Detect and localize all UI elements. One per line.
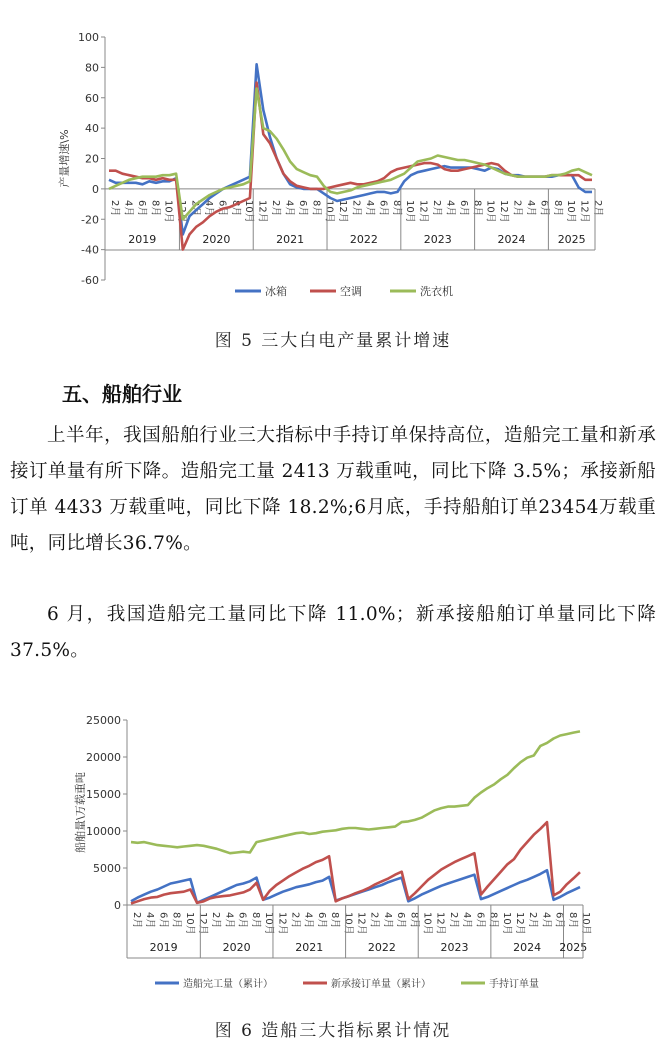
x-tick-label: 10月 [342, 912, 354, 935]
figure-5 [0, 0, 666, 315]
legend-label: 手持订单量 [489, 979, 539, 990]
figure-5-caption: 图 5 三大白电产量累计增速 [214, 331, 452, 351]
x-tick-label: 12月 [276, 912, 288, 935]
x-tick-label: 10月 [183, 912, 195, 935]
x-tick-label: 2月 [210, 912, 222, 929]
x-tick-label: 6月 [216, 200, 228, 217]
x-tick-label: 2月 [131, 912, 142, 929]
y-tick-label: 100 [78, 31, 99, 44]
x-tick-label: 2月 [368, 912, 380, 929]
x-tick-label: 6月 [377, 200, 389, 217]
x-tick-label: 10月 [484, 200, 496, 223]
series-line-1 [131, 870, 580, 903]
x-tick-label: 2月 [431, 200, 442, 217]
x-tick-label: 10月 [263, 912, 275, 935]
x-tick-label: 6月 [538, 200, 550, 217]
x-tick-label: 2月 [109, 200, 120, 217]
x-tick-label: 12月 [337, 200, 349, 223]
year-label: 2022 [367, 941, 396, 954]
x-tick-label: 6月 [315, 912, 327, 929]
year-label: 2025 [557, 233, 586, 246]
x-tick-label: 10月 [243, 200, 255, 223]
figure-6-chart [0, 700, 666, 1005]
y-tick-label: 20 [85, 152, 99, 166]
x-tick-label: 8月 [408, 912, 420, 929]
x-tick-label: 8月 [566, 912, 578, 929]
x-tick-label: 12月 [434, 912, 446, 935]
year-label: 2020 [222, 941, 251, 954]
x-tick-label: 12月 [197, 912, 209, 935]
x-tick-label: 6月 [296, 200, 308, 217]
x-tick-label: 2月 [527, 912, 539, 929]
figure-6-caption: 图 6 造船三大指标累计情况 [214, 1021, 452, 1041]
x-tick-label: 6月 [395, 912, 407, 929]
legend-label: 空调 [340, 285, 362, 298]
x-tick-label: 10月 [580, 912, 591, 935]
x-tick-label: 8月 [471, 200, 483, 217]
y-axis-label: 产量增速\% [58, 129, 71, 188]
y-tick-label: 0 [92, 182, 99, 196]
legend-label: 冰箱 [265, 285, 287, 298]
year-label: 2025 [559, 941, 588, 954]
x-tick-label: 12月 [513, 912, 525, 935]
year-label: 2023 [440, 941, 469, 954]
x-tick-label: 4月 [444, 200, 456, 217]
x-tick-label: 8月 [551, 200, 563, 217]
x-tick-label: 4月 [540, 912, 552, 929]
y-tick-label: 10000 [86, 825, 121, 838]
x-tick-label: 12月 [578, 200, 590, 223]
year-label: 2019 [149, 941, 178, 954]
x-tick-label: 6月 [157, 912, 169, 929]
x-tick-label: 12月 [498, 200, 510, 223]
x-tick-label: 2月 [350, 200, 362, 217]
x-tick-label: 12月 [355, 912, 367, 935]
x-tick-label: 6月 [474, 912, 486, 929]
figure-6 [0, 700, 666, 1005]
year-label: 2023 [423, 233, 452, 246]
y-axis-label: 船舶量\万载重吨 [74, 772, 87, 853]
x-tick-label: 2月 [511, 200, 523, 217]
x-tick-label: 8月 [229, 200, 241, 217]
series-line-3 [131, 731, 580, 853]
year-label: 2022 [349, 233, 378, 246]
x-tick-label: 2月 [189, 200, 201, 217]
y-tick-label: 5000 [93, 862, 121, 875]
x-tick-label: 10月 [162, 200, 174, 223]
x-tick-label: 8月 [329, 912, 341, 929]
x-tick-label: 10月 [565, 200, 577, 223]
year-label: 2019 [128, 233, 157, 246]
x-tick-label: 2月 [447, 912, 459, 929]
year-label: 2024 [513, 941, 542, 954]
x-tick-label: 12月 [176, 200, 188, 223]
x-tick-label: 10月 [404, 200, 416, 223]
x-tick-label: 6月 [553, 912, 565, 929]
x-tick-label: 4月 [283, 200, 295, 217]
figure-5-chart [0, 0, 666, 315]
x-tick-label: 12月 [417, 200, 429, 223]
y-tick-label: 0 [114, 899, 121, 912]
x-tick-label: 4月 [363, 200, 375, 217]
y-tick-label: -60 [81, 274, 99, 287]
y-tick-label: 40 [85, 122, 99, 136]
y-tick-label: 20000 [86, 751, 121, 764]
y-tick-label: -20 [81, 213, 99, 227]
x-tick-label: 4月 [122, 200, 134, 217]
x-tick-label: 10月 [323, 200, 335, 223]
x-tick-label: 4月 [524, 200, 536, 217]
paragraph-2: 6 月，我国造船完工量同比下降 11.0%；新承接船舶订单量同比下降 37.5%。 [10, 604, 656, 661]
y-tick-label: -40 [81, 243, 99, 257]
year-label: 2021 [276, 233, 305, 246]
year-label: 2024 [497, 233, 526, 246]
x-tick-label: 4月 [461, 912, 473, 929]
x-tick-label: 4月 [202, 200, 214, 217]
legend-label: 新承接订单量（累计） [331, 979, 431, 990]
x-tick-label: 8月 [249, 912, 261, 929]
legend-label: 洗衣机 [420, 285, 453, 298]
x-tick-label: 6月 [135, 200, 147, 217]
x-tick-label: 2月 [592, 200, 603, 217]
paragraph-1: 上半年，我国船舶行业三大指标中手持订单保持高位，造船完工量和新承接订单量有所下降。造船完工量 2413 万载重吨，同比下降 3.5%；承接新船订单 4433 万载重吨，同比下降 18.2%;6月底，手持船舶订单23454万载重吨，同比增长36.7%。 [10, 425, 656, 554]
y-tick-label: 60 [85, 91, 99, 105]
x-tick-label: 2月 [270, 200, 281, 217]
series-line-2 [109, 83, 592, 250]
y-tick-label: 15000 [86, 788, 121, 801]
x-tick-label: 2月 [289, 912, 301, 929]
x-tick-label: 10月 [421, 912, 433, 935]
x-tick-label: 4月 [223, 912, 235, 929]
y-tick-label: 80 [85, 61, 99, 75]
x-tick-label: 8月 [390, 200, 402, 217]
series-line-2 [131, 822, 580, 903]
x-tick-label: 8月 [149, 200, 161, 217]
x-tick-label: 10月 [500, 912, 512, 935]
x-tick-label: 8月 [170, 912, 182, 929]
y-tick-label: 25000 [86, 714, 121, 727]
legend-label: 造船完工量（累计） [183, 979, 273, 990]
section-heading: 五、船舶行业 [62, 382, 182, 406]
x-tick-label: 6月 [457, 200, 469, 217]
x-tick-label: 12月 [256, 200, 268, 223]
x-tick-label: 8月 [487, 912, 499, 929]
x-tick-label: 4月 [381, 912, 393, 929]
x-tick-label: 4月 [144, 912, 156, 929]
x-tick-label: 8月 [310, 200, 322, 217]
x-tick-label: 6月 [236, 912, 248, 929]
x-tick-label: 4月 [302, 912, 314, 929]
year-label: 2020 [202, 233, 231, 246]
year-label: 2021 [295, 941, 324, 954]
